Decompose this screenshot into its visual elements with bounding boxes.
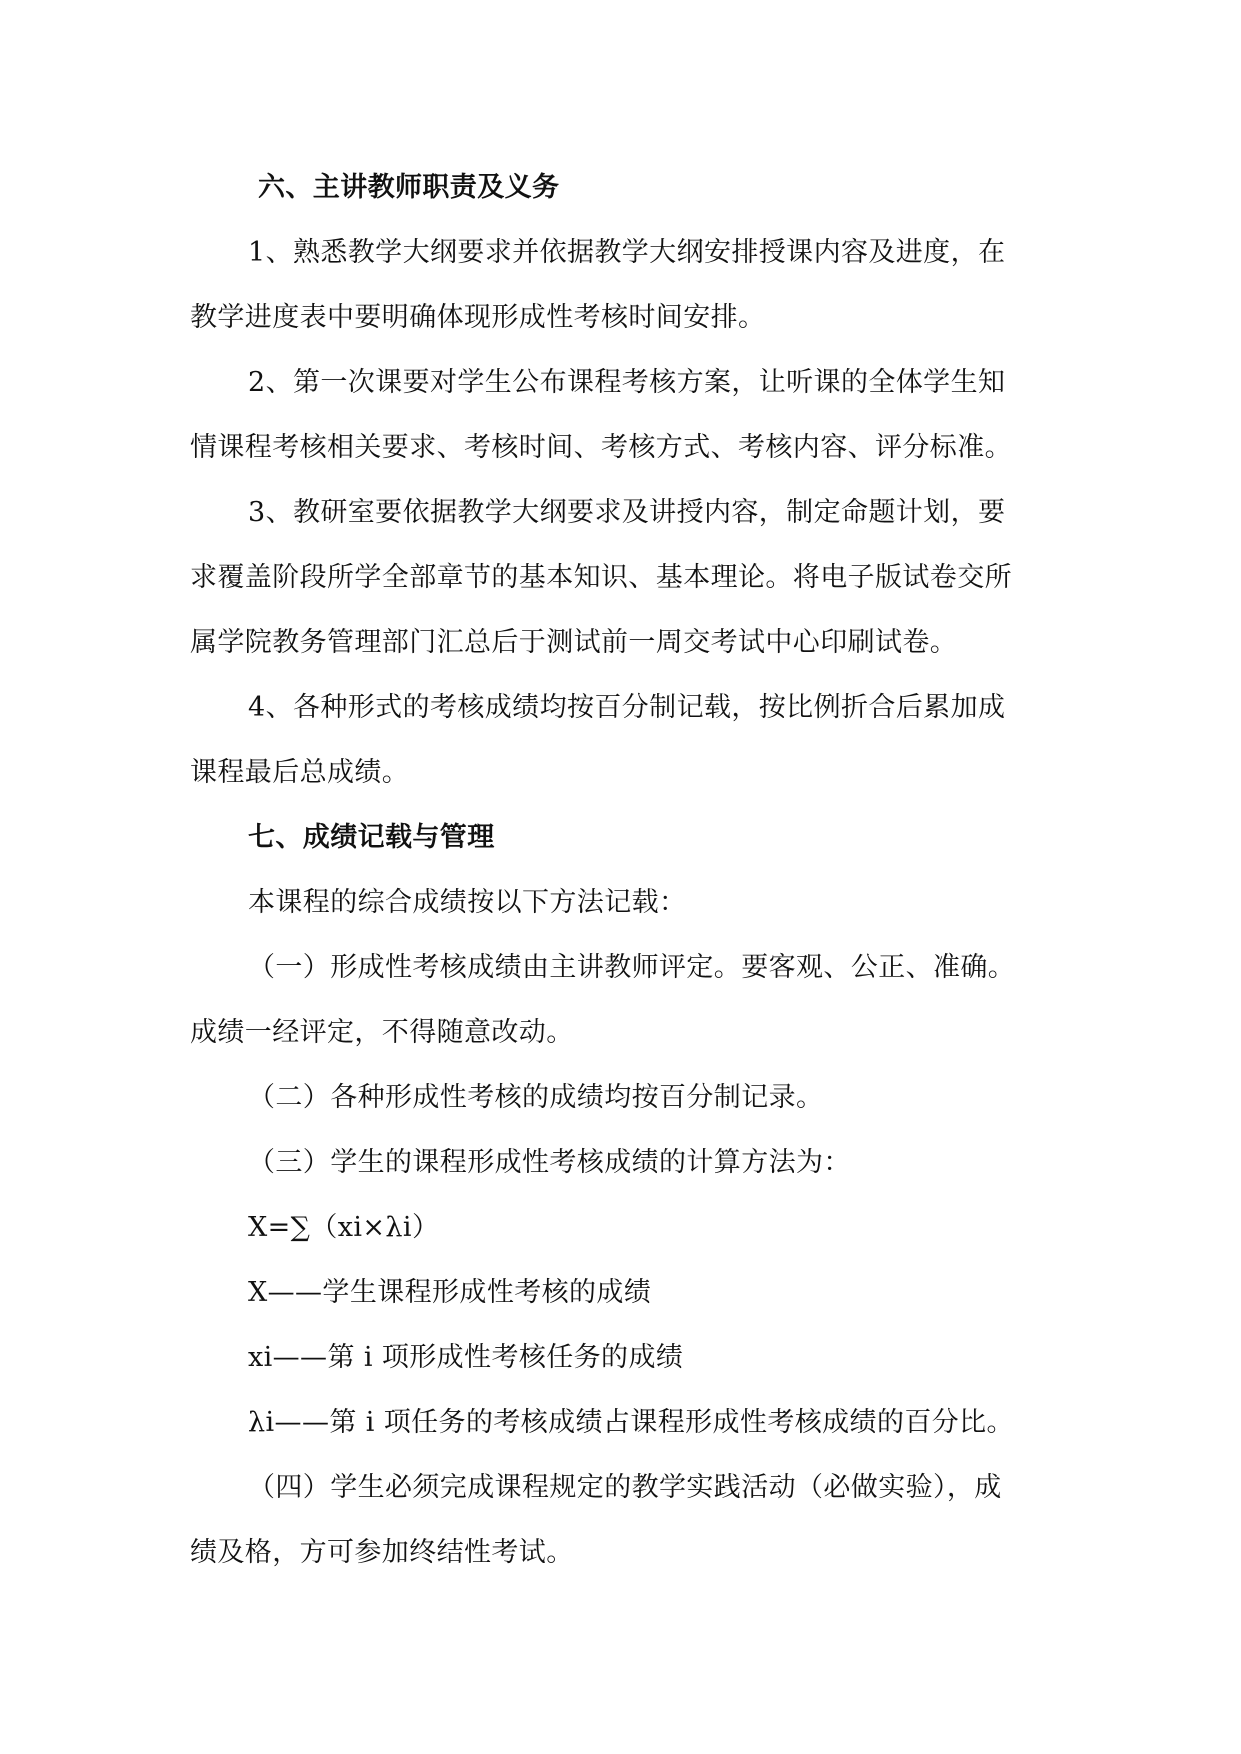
formula: X=∑（xi×λi）: [248, 1212, 440, 1243]
paragraph-1-line-1: 1、熟悉教学大纲要求并依据教学大纲安排授课内容及进度，在: [248, 237, 1006, 268]
definition-lambda: λi——第 i 项任务的考核成绩占课程形成性考核成绩的百分比。: [248, 1407, 1014, 1438]
section-7-heading: 七、成绩记载与管理: [248, 822, 495, 853]
item-2: （二）各种形成性考核的成绩均按百分制记录。: [248, 1082, 824, 1113]
section-6-heading: 六、主讲教师职责及义务: [258, 172, 560, 203]
section-7-intro: 本课程的综合成绩按以下方法记载：: [248, 887, 687, 918]
document-body: [190, 155, 1050, 1585]
paragraph-2-line-1: 2、第一次课要对学生公布课程考核方案，让听课的全体学生知: [248, 367, 1006, 398]
paragraph-1-line-2: 教学进度表中要明确体现形成性考核时间安排。: [190, 302, 766, 333]
item-4-line-2: 绩及格，方可参加终结性考试。: [190, 1537, 574, 1568]
item-4-line-1: （四）学生必须完成课程规定的教学实践活动（必做实验），成: [248, 1472, 1002, 1503]
item-3: （三）学生的课程形成性考核成绩的计算方法为：: [248, 1147, 851, 1178]
paragraph-2-line-2: 情课程考核相关要求、考核时间、考核方式、考核内容、评分标准。: [190, 432, 1012, 463]
item-1-line-1: （一）形成性考核成绩由主讲教师评定。要客观、公正、准确。: [248, 952, 1016, 983]
definition-x: X——学生课程形成性考核的成绩: [248, 1277, 652, 1308]
item-1-line-2: 成绩一经评定，不得随意改动。: [190, 1017, 574, 1048]
paragraph-3-line-1: 3、教研室要依据教学大纲要求及讲授内容，制定命题计划，要: [248, 497, 1006, 528]
paragraph-3-line-2: 求覆盖阶段所学全部章节的基本知识、基本理论。将电子版试卷交所: [190, 562, 1012, 593]
paragraph-3-line-3: 属学院教务管理部门汇总后于测试前一周交考试中心印刷试卷。: [190, 627, 958, 658]
paragraph-4-line-2: 课程最后总成绩。: [190, 757, 410, 788]
paragraph-4-line-1: 4、各种形式的考核成绩均按百分制记载，按比例折合后累加成: [248, 692, 1006, 723]
definition-xi: xi——第 i 项形成性考核任务的成绩: [248, 1342, 684, 1373]
